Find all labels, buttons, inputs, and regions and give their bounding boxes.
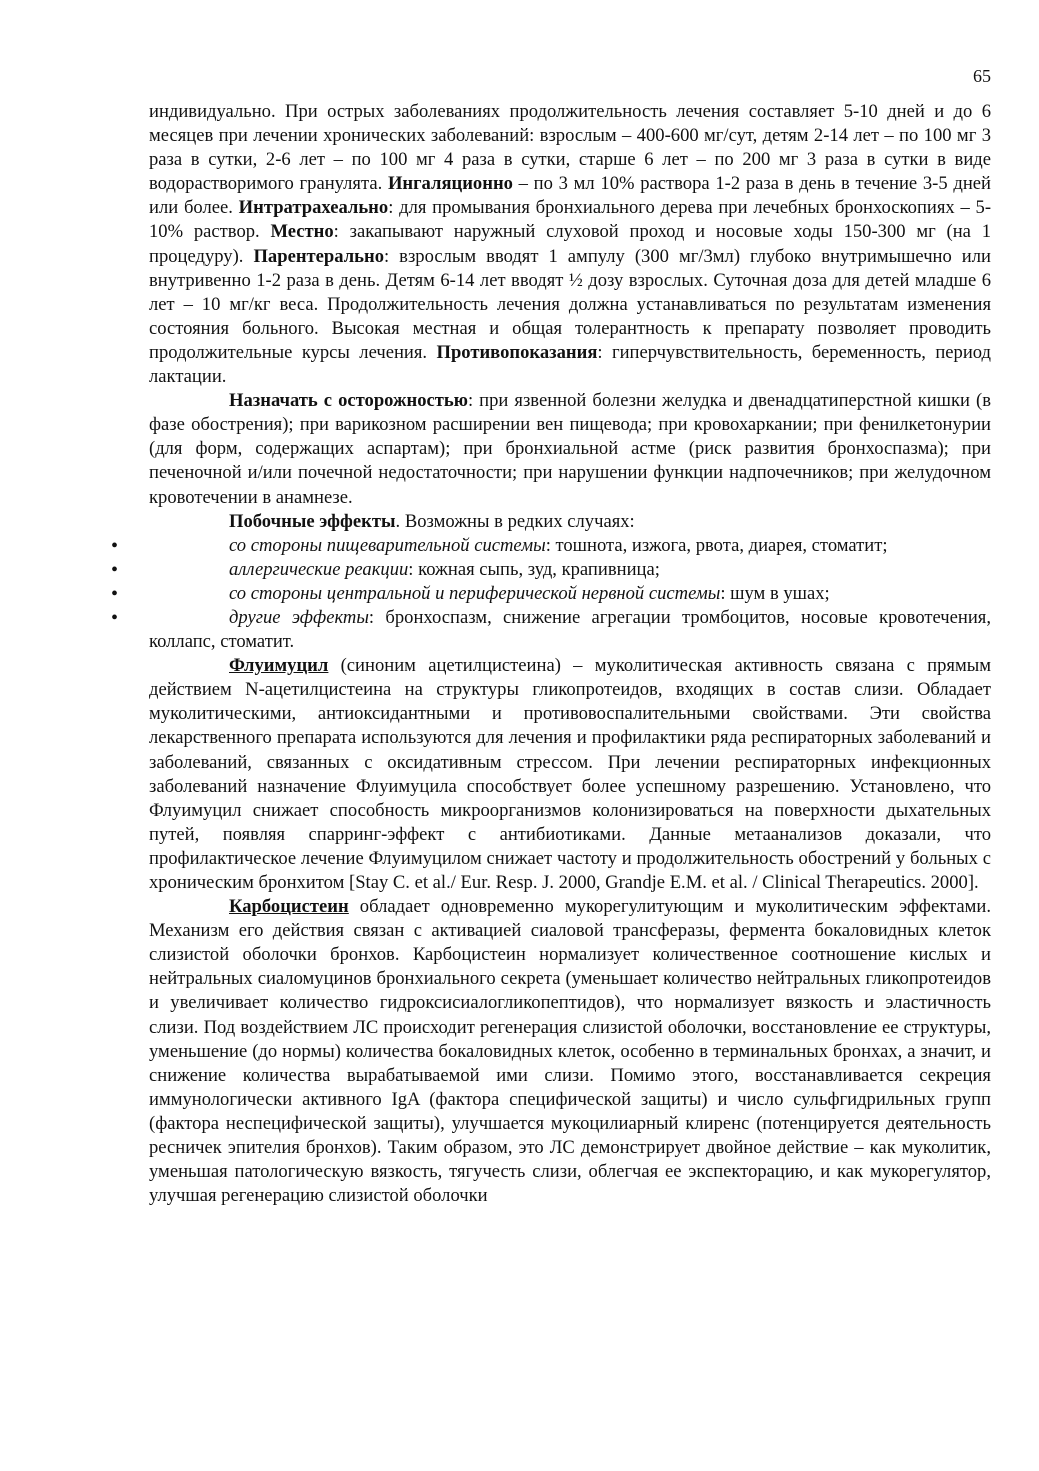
page-body bbox=[149, 100, 991, 1208]
paragraph-dosage bbox=[149, 100, 991, 389]
text: : тошнота, изжога, рвота, диарея, стоматит; bbox=[545, 534, 888, 556]
text: индивидуально. При острых заболеваниях продолжительность лечения составляет 5-10 дней и до 6 месяцев при лечении хронических заболеваний: взрослым – 400-600 мг/сут, детям 2-14 лет – по 100 мг 3 раза в сутки, 2-6 лет – по 100 мг 4 раза в сутки, старше 6 лет – по 200 мг 3 раза в сутки в виде водорастворимого гранулята. bbox=[149, 101, 991, 195]
term-intratracheal: Интратрахеально bbox=[238, 197, 389, 219]
term-carbocysteine: Карбоцистеин bbox=[229, 896, 349, 918]
text: обладает одновременно мукорегулитующим и муколитическим эффектами. Механизм его действия связан с активацией сиаловой трансферазы, фермента бокаловидных клеток слизистой оболочки бронхов. Карбоцистеин нормализует количественное соотношение кислых и нейтральных сиаломуцинов бронхиального секрета (уменьшает количество нейтральных гликопротеидов и увеличивает количество гидроксисиалогликопептидов), что нормализует вязкость и эластичность слизи. Под воздействием ЛС происходит регенерация слизистой оболочки, восстановление ее структуры, уменьшение (до нормы) количества бокаловидных клеток, особенно в терминальных бронхах, а значит, и снижение количества вырабатываемой ими слизи. Помимо этого, восстанавливается секреция иммунологически активного IgA (фактора специфической защиты) и число сульфгидрильных групп (фактора неспецифической защиты), улучшается мукоцилиарный клиренс (потенцируется деятельность ресничек эпителия бронхов). Таким образом, это ЛС демонстрирует двойное действие – как муколитик, уменьшая патологическую вязкость, тягучесть слизи, облегчая ее экспекторацию, и как мукорегулятор, улучшая регенерацию слизистой оболочки bbox=[149, 896, 991, 1207]
side-effects-list bbox=[149, 534, 991, 654]
term-fluimucil: Флуимуцил bbox=[229, 655, 329, 677]
paragraph-carbocysteine bbox=[149, 895, 991, 1208]
list-item bbox=[149, 606, 991, 654]
text: со стороны центральной и периферической нервной системы bbox=[229, 582, 721, 604]
text: аллергические реакции bbox=[229, 558, 409, 580]
list-item bbox=[149, 582, 991, 606]
term-local: Местно bbox=[270, 221, 334, 243]
term-inhalation: Ингаляционно bbox=[387, 173, 513, 195]
page-number: 65 bbox=[973, 66, 991, 86]
text: : шум в ушах; bbox=[720, 582, 830, 604]
paragraph-side-effects bbox=[149, 510, 991, 534]
list-item bbox=[149, 534, 991, 558]
paragraph-caution bbox=[149, 389, 991, 509]
text: : при язвенной болезни желудка и двенадцатиперстной кишки (в фазе обострения); при варикозном расширении вен пищевода; при кровохаркании; при фенилкетонурии (для форм, содержащих аспартам); при бронхиальной астме (риск развития бронхоспазма); при печеночной и/или почечной недостаточности; при нарушении функции надпочечников; при желудочном кровотечении в анамнезе. bbox=[149, 390, 991, 508]
text: : взрослым вводят 1 ампулу (300 мг/3мл) глубоко внутримышечно или внутривенно 1-2 раза в день. Детям 6-14 лет вводят ½ дозу взрослых. Суточная доза для детей младше 6 лет – 10 мг/кг веса. Продолжительность лечения должна устанавливаться по результатам изменения состояния больного. Высокая местная и общая толерантность к препарату позволяет проводить продолжительные курсы лечения. bbox=[149, 245, 991, 363]
term-contraindications: Противопоказания bbox=[436, 341, 598, 363]
paragraph-fluimucil bbox=[149, 654, 991, 895]
text: : закапывают наружный слуховой проход и носовые ходы 150-300 мг (на 1 процедуру). bbox=[149, 221, 991, 267]
text: . Возможны в редких случаях: bbox=[395, 510, 635, 532]
text: – по 3 мл 10% раствора 1-2 раза в день в течение 3-5 дней или более. bbox=[149, 173, 991, 219]
term-caution: Назначать с осторожностью bbox=[229, 390, 468, 412]
list-item bbox=[149, 558, 991, 582]
text: : кожная сыпь, зуд, крапивница; bbox=[408, 558, 660, 580]
term-side-effects: Побочные эффекты bbox=[229, 510, 396, 532]
text: со стороны пищеварительной системы bbox=[229, 534, 546, 556]
text: другие эффекты bbox=[229, 606, 369, 628]
text: : для промывания бронхиального дерева при лечебных бронхоскопиях – 5-10% раствор. bbox=[149, 197, 992, 243]
term-parenteral: Парентерально bbox=[253, 245, 384, 267]
text: (синоним ацетилцистеина) – муколитическая активность связана с прямым действием N-ацетилцистеина на структуры гликопротеидов, входящих в состав слизи. Обладает муколитическими, антиоксидантными и противовоспалительными свойствами. Эти свойства лекарственного препарата используются для лечения и профилактики ряда респираторных заболеваний и заболеваний, связанных с оксидативным стрессом. При лечении респираторных инфекционных заболеваний назначение Флуимуцила способствует более успешному разрешению. Установлено, что Флуимуцил снижает способность микроорганизмов колонизироваться на поверхности дыхательных путей, появляя спарринг-эффект с антибиотиками. Данные метаанализов доказали, что профилактическое лечение Флуимуцилом снижает частоту и продолжительность обострений у больных с хроническим бронхитом [Stay C. et al./ Eur. Resp. J. 2000, Grandje E.M. et al. / Clinical Therapeutics. 2000]. bbox=[149, 655, 991, 893]
text: : гиперчувствительность, беременность, период лактации. bbox=[149, 341, 992, 388]
text: : бронхоспазм, снижение агрегации тромбоцитов, носовые кровотечения, коллапс, стоматит. bbox=[149, 606, 991, 653]
